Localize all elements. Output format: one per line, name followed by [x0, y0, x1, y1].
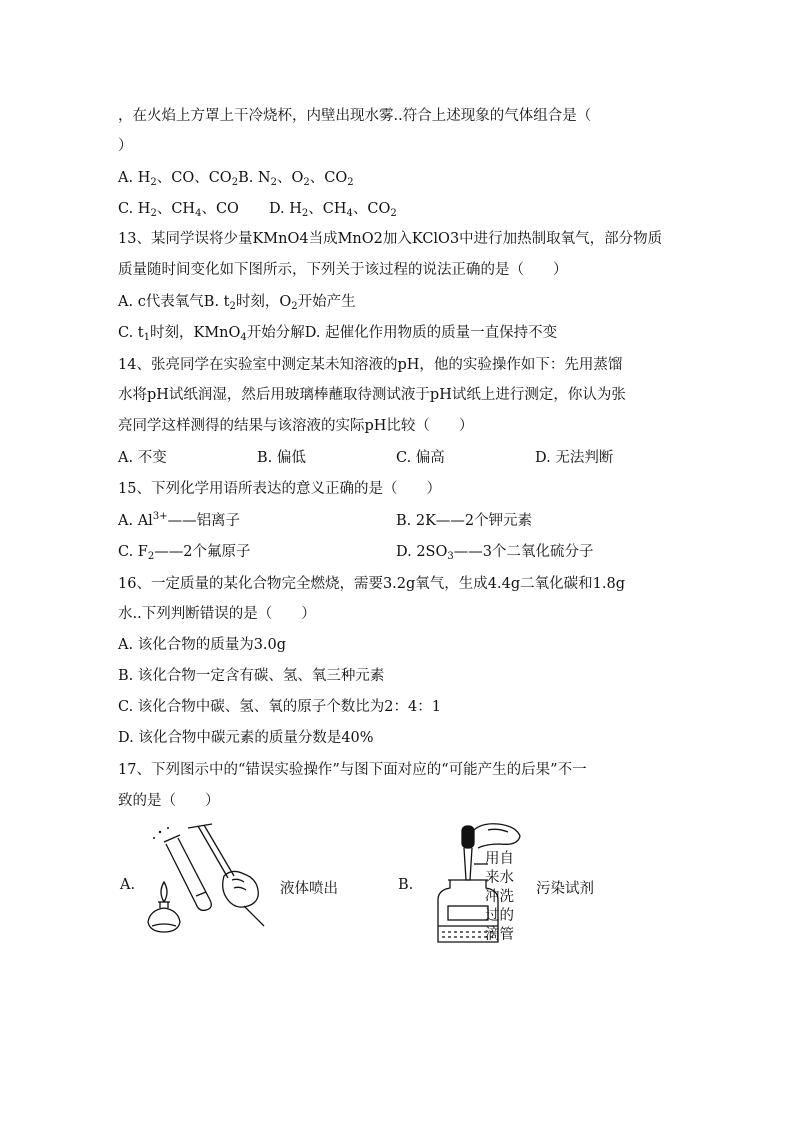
- q14-stem-line2: 水将pH试纸润湿，然后用玻璃棒蘸取待测试液于pH试纸上进行测定，你认为张: [118, 387, 626, 403]
- q14-option-b: B. 偏低: [257, 450, 306, 466]
- q12-option-cd: C. $H_2$、$CH_4$、CO D. $H_2$、$CH_4$、$CO_2$: [118, 201, 397, 219]
- annotation-line: 滴管: [485, 927, 514, 943]
- figure-b-label: B.: [398, 877, 414, 893]
- q13-stem-line1: 13、某同学误将少量KMnO4当成MnO2加入KClO3中进行加热制取氧气，部分物质: [118, 231, 663, 247]
- annotation-line: 过的: [485, 908, 514, 924]
- q15-option-d: D. $2SO_3——3$个二氧化硫分子: [396, 544, 594, 562]
- q15-option-c: C. $F_2——2$个氟原子: [118, 544, 251, 562]
- q12-continued-line: ，在火焰上方罩上干冷烧杯，内壁出现水雾..符合上述现象的气体组合是（: [118, 108, 592, 124]
- annotation-line: 来水: [485, 870, 514, 886]
- q14-option-d: D. 无法判断: [535, 450, 614, 466]
- q14-stem-line3: 亮同学这样测得的结果与该溶液的实际pH比较（ ）: [118, 418, 474, 434]
- annotation-line: 冲洗: [485, 889, 514, 905]
- q16-option-c: C. 该化合物中碳、氢、氧的原子个数比为2：4：1: [118, 699, 441, 715]
- q16-stem-line1: 16、一定质量的某化合物完全燃烧，需要3.2g氧气，生成4.4g二氧化碳和1.8g: [118, 576, 625, 592]
- q12-option-ab: A. $H_2$、CO、$CO_2B$. $N_2$、$O_2$、$CO_2$: [118, 170, 354, 188]
- q16-option-b: B. 该化合物一定含有碳、氢、氧三种元素: [118, 668, 385, 684]
- figure-b-caption: 污染试剂: [536, 881, 594, 897]
- q15-option-b: B. 2K——2个钾元素: [396, 513, 533, 529]
- q14-option-a: A. 不变: [118, 450, 167, 466]
- q16-stem-line2: 水..下列判断错误的是（ ）: [118, 606, 316, 622]
- q14-option-c: C. 偏高: [396, 450, 445, 466]
- q15-option-a: A. $Al^{3+}——$铝离子: [118, 511, 241, 529]
- q13-stem-line2: 质量随时间变化如下图所示，下列关于该过程的说法正确的是（ ）: [118, 262, 568, 278]
- figure-a-caption: 液体喷出: [280, 881, 338, 897]
- q17-stem-line1: 17、下列图示中的“错误实验操作”与图下面对应的“可能产生的后果”不一: [118, 762, 587, 778]
- figure-a-label: A.: [120, 877, 136, 893]
- q13-option-cd: C. $t_1$时刻，KMnO$_4$开始分解D. 起催化作用物质的质量一直保持不变: [118, 325, 558, 343]
- q16-option-a: A. 该化合物的质量为3.0g: [118, 637, 287, 653]
- q14-stem-line1: 14、张亮同学在实验室中测定某未知溶液的pH，他的实验操作如下：先用蒸馏: [118, 357, 623, 373]
- annotation-line: 用自: [485, 851, 514, 867]
- q15-stem: 15、下列化学用语所表达的意义正确的是（ ）: [118, 481, 441, 497]
- q16-option-d: D. 该化合物中碳元素的质量分数是40%: [118, 730, 374, 746]
- figure-a-test-tube-heating-illustration: [140, 818, 280, 938]
- q12-paren-close: ）: [118, 138, 133, 154]
- q13-option-ab: A. c代表氧气B. $t_2$时刻，$O_2$开始产生: [118, 294, 356, 312]
- q17-stem-line2: 致的是（ ）: [118, 793, 220, 809]
- figure-b-annotation: [485, 850, 517, 945]
